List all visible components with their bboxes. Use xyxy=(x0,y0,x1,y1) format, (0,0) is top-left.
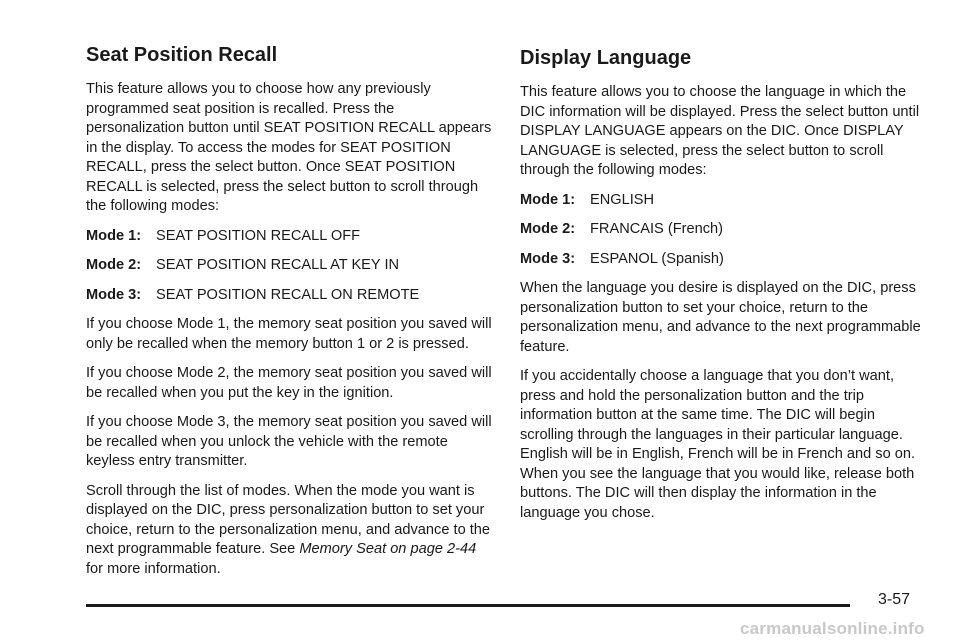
mode-value: FRANCAIS (French) xyxy=(590,221,723,237)
mode-row xyxy=(86,286,494,306)
paragraph-mode1: If you choose Mode 1, the memory seat position you saved will only be recalled when the memory button 1 or 2 is pressed. xyxy=(86,316,492,352)
mode-row xyxy=(520,250,928,270)
paragraph-mode2: If you choose Mode 2, the memory seat position you saved will be recalled when you put the key in the ignition. xyxy=(86,365,492,401)
mode-row xyxy=(86,256,494,276)
right-column xyxy=(520,44,928,533)
section-heading-seat-position-recall: Seat Position Recall xyxy=(86,44,278,66)
paragraph-scroll-text: Scroll through the list of modes. When the mode you want is displayed on the DIC, press personalization button to set your choice, return to the personalization menu, and advance to the next programmable feature. See xyxy=(86,482,491,557)
mode-row xyxy=(86,227,494,247)
page-number: 3-57 xyxy=(878,591,911,608)
mode-label: Mode 3: xyxy=(520,250,576,267)
footer-rule xyxy=(86,604,850,607)
mode-row xyxy=(520,191,928,211)
paragraph-intro: This feature allows you to choose the language in which the DIC information will be displayed. Press the select button until DISPLAY LANGUAGE appears on the DIC. Once DISPLAY LANGUAGE is selected, press the select button to scroll through the following modes: xyxy=(520,84,920,178)
paragraph-intro: This feature allows you to choose how any previously programmed seat position is recalled. Press the personalization button until SEAT POSITION RECALL appears in the display. To access the modes for SEAT POSITION RECALL, press the select button. Once SEAT POSITION RECALL is selected, press the select button to scroll through the following modes: xyxy=(86,81,492,214)
mode-value: SEAT POSITION RECALL AT KEY IN xyxy=(156,257,400,273)
paragraph-mode3: If you choose Mode 3, the memory seat position you saved will be recalled when you unlock the vehicle with the remote keyless entry transmitter. xyxy=(86,414,492,469)
left-column xyxy=(86,44,494,589)
mode-value: ENGLISH xyxy=(590,191,655,208)
mode-label: Mode 1: xyxy=(520,191,576,208)
mode-label: Mode 3: xyxy=(86,286,142,303)
paragraph-accidental-choice: If you accidentally choose a language that you don’t want, press and hold the personalization button and the trip information button at the same time. The DIC will begin scrolling through the languages in their particular language. English will be in English, French will be in French and so on. When you see the language that you would like, release both buttons. The DIC will then display the information in the language you chose. xyxy=(520,368,916,521)
mode-value: SEAT POSITION RECALL ON REMOTE xyxy=(156,286,420,303)
paragraph-scroll xyxy=(86,482,494,580)
paragraph-set-choice: When the language you desire is displayed on the DIC, press personalization button to set your choice, return to the personalization menu, and advance to the next programmable feature. xyxy=(520,280,921,355)
paragraph-scroll-end: for more information. xyxy=(86,560,221,577)
mode-value: SEAT POSITION RECALL OFF xyxy=(156,227,361,244)
cross-reference-link[interactable]: Memory Seat on page 2-44 xyxy=(299,541,477,557)
watermark-logo: carmanualsonline.info xyxy=(740,619,925,638)
mode-label: Mode 1: xyxy=(86,227,142,244)
mode-value: ESPANOL (Spanish) xyxy=(590,250,724,267)
mode-label: Mode 2: xyxy=(520,221,576,237)
section-heading-display-language: Display Language xyxy=(520,47,692,69)
mode-row xyxy=(520,220,928,240)
mode-label: Mode 2: xyxy=(86,257,142,273)
